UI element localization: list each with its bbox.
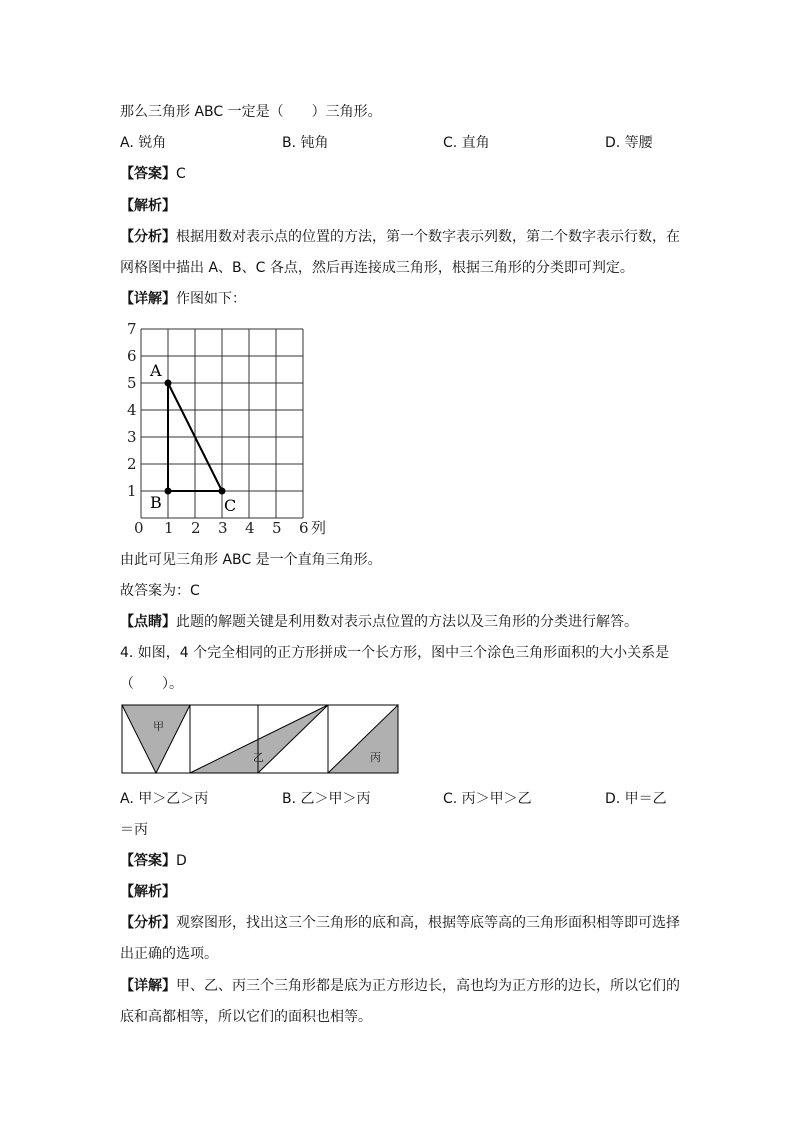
- y-tick-3: 3: [127, 428, 137, 446]
- x-tick-2: 2: [191, 519, 201, 537]
- answer-tag: 【答案】: [120, 166, 176, 182]
- point-b-dot: [165, 488, 172, 495]
- x-tick-1: 1: [164, 519, 174, 537]
- q4-option-d: D. 甲＝乙: [605, 791, 667, 807]
- x-tick-6: 6: [299, 519, 309, 537]
- detail-text: 作图如下：: [176, 291, 246, 307]
- x-tick-3: 3: [218, 519, 228, 537]
- y-tick-1: 1: [127, 482, 137, 500]
- q3-final-answer: 故答案为：C: [120, 583, 200, 599]
- q4-option-c: C. 丙＞甲＞乙: [443, 791, 532, 807]
- dianjing-tag: 【点睛】: [120, 614, 176, 630]
- triangle-bing: [328, 705, 398, 773]
- y-tick-4: 4: [127, 401, 137, 419]
- detail-tag: 【详解】: [120, 291, 176, 307]
- q4-analysis-tag: 【解析】: [120, 884, 176, 900]
- q3-fenxi-line1: [120, 227, 680, 247]
- answer-value: D: [176, 853, 187, 869]
- y-tick-2: 2: [127, 455, 137, 473]
- fenxi-tag: 【分析】: [120, 915, 176, 931]
- q4-fenxi-line1: [120, 913, 680, 933]
- q3-option-b: B. 钝角: [282, 135, 329, 151]
- coordinate-grid-figure: [118, 318, 338, 542]
- q3-option-d: D. 等腰: [605, 135, 653, 151]
- q4-detail-line2: 底和高都相等，所以它们的面积也相等。: [120, 1009, 372, 1025]
- q4-fenxi-line2: 出正确的选项。: [120, 946, 218, 962]
- four-squares-figure: [120, 703, 402, 777]
- y-tick-6: 6: [127, 347, 137, 365]
- answer-tag: 【答案】: [120, 853, 176, 869]
- x-axis-unit: 列: [311, 519, 327, 537]
- fenxi-tag: 【分析】: [120, 229, 176, 245]
- y-tick-7: 7: [127, 320, 137, 338]
- q4-answer: [120, 851, 187, 871]
- q3-stem: 那么三角形 ABC 一定是（ ）三角形。: [120, 104, 382, 120]
- point-c-dot: [219, 488, 226, 495]
- fenxi-text: 观察图形，找出这三个三角形的底和高，根据等底等高的三角形面积相等即可选择: [176, 915, 680, 931]
- q4-option-b: B. 乙＞甲＞丙: [282, 791, 371, 807]
- q4-stem-line1: 4. 如图，4 个完全相同的正方形拼成一个长方形，图中三个涂色三角形面积的大小关系是: [120, 645, 670, 661]
- q3-conclusion: 由此可见三角形 ABC 是一个直角三角形。: [120, 552, 382, 568]
- detail-tag: 【详解】: [120, 978, 176, 994]
- point-b-label: B: [150, 493, 162, 512]
- x-tick-5: 5: [272, 519, 282, 537]
- q4-option-a: A. 甲＞乙＞丙: [120, 791, 209, 807]
- q3-answer: [120, 164, 186, 184]
- y-tick-5: 5: [127, 374, 137, 392]
- q4-stem-line2: （ ）。: [120, 676, 183, 692]
- point-a-dot: [165, 380, 172, 387]
- answer-value: C: [176, 166, 186, 182]
- x-tick-4: 4: [245, 519, 255, 537]
- label-jia: 甲: [153, 720, 164, 733]
- label-bing: 丙: [370, 751, 381, 764]
- triangle-jia: [122, 705, 190, 773]
- point-a-label: A: [150, 361, 162, 380]
- q3-analysis-tag: 【解析】: [120, 198, 176, 214]
- q3-option-a: A. 锐角: [120, 135, 167, 151]
- fenxi-text: 根据用数对表示点的位置的方法，第一个数字表示列数，第二个数字表示行数，在: [176, 229, 680, 245]
- detail-text: 甲、乙、丙三个三角形都是底为正方形边长，高也均为正方形的边长，所以它们的: [176, 978, 680, 994]
- dianjing-text: 此题的解题关键是利用数对表示点位置的方法以及三角形的分类进行解答。: [176, 614, 638, 630]
- q3-dianjing: [120, 612, 638, 632]
- q4-detail-line1: [120, 976, 680, 996]
- q3-option-c: C. 直角: [443, 135, 490, 151]
- x-tick-0: 0: [134, 519, 144, 537]
- point-c-label: C: [224, 496, 237, 515]
- q4-option-d-continued: ＝丙: [120, 822, 148, 838]
- label-yi: 乙: [253, 751, 264, 764]
- q3-fenxi-line2: 网格图中描出 A、B、C 各点，然后再连接成三角形，根据三角形的分类即可判定。: [120, 260, 634, 276]
- q3-detail: [120, 289, 246, 309]
